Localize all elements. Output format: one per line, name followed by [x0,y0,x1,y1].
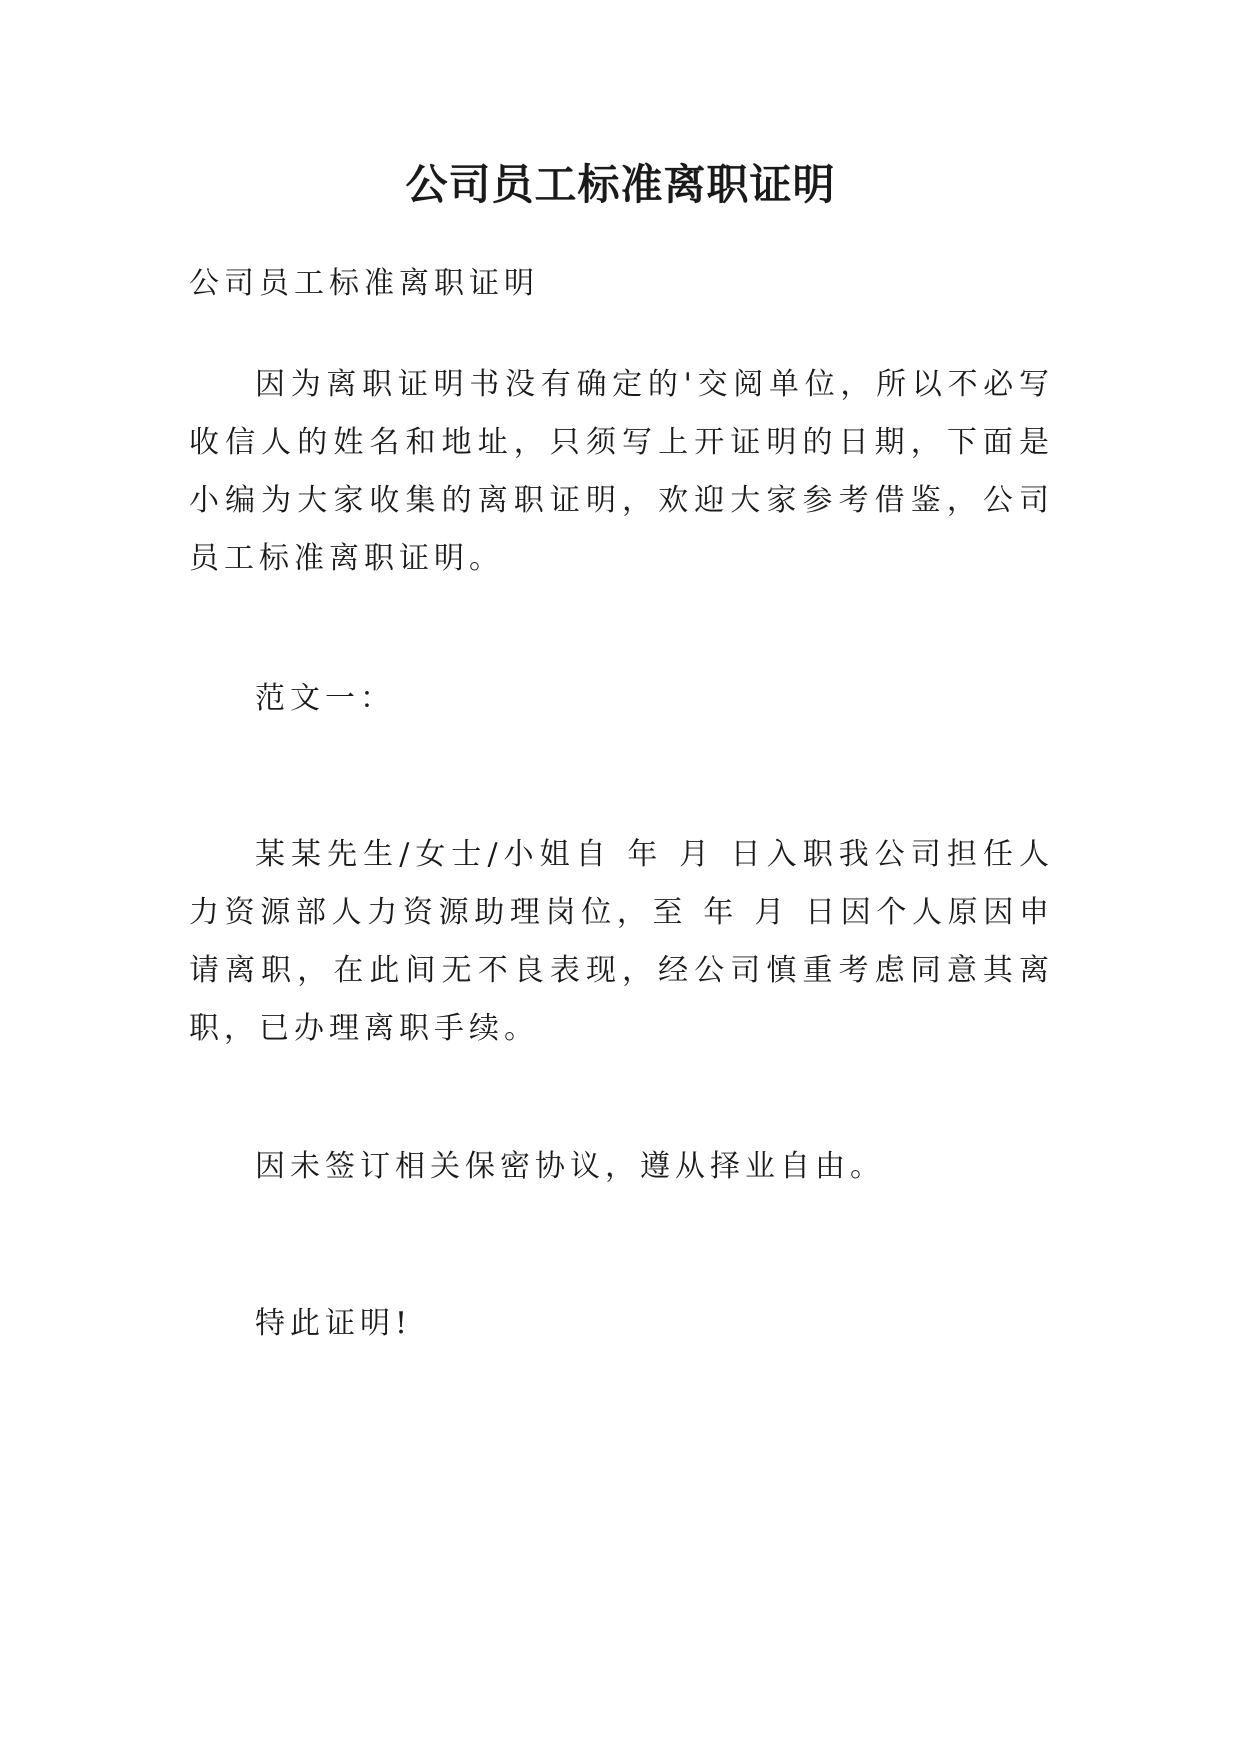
document-title: 公司员工标准离职证明 [405,160,836,209]
sample-body-paragraph: 某某先生/女士/小姐自 年 月 日入职我公司担任人力资源部人力资源助理岗位，至 年 月 日因个人原因申请离职，在此间无不良表现，经公司慎重考虑同意其离职，已办理离职手续。 [189,837,1054,1046]
closing-paragraph: 特此证明! [255,1306,413,1341]
document-subtitle: 公司员工标准离职证明 [189,266,539,301]
intro-paragraph: 因为离职证明书没有确定的'交阅单位，所以不必写收信人的姓名和地址，只须写上开证明的日期，下面是小编为大家收集的离职证明，欢迎大家参考借鉴，公司员工标准离职证明。 [189,367,1054,576]
confidentiality-paragraph: 因未签订相关保密协议，遵从择业自由。 [255,1149,885,1184]
sample-heading: 范文一： [255,681,395,716]
